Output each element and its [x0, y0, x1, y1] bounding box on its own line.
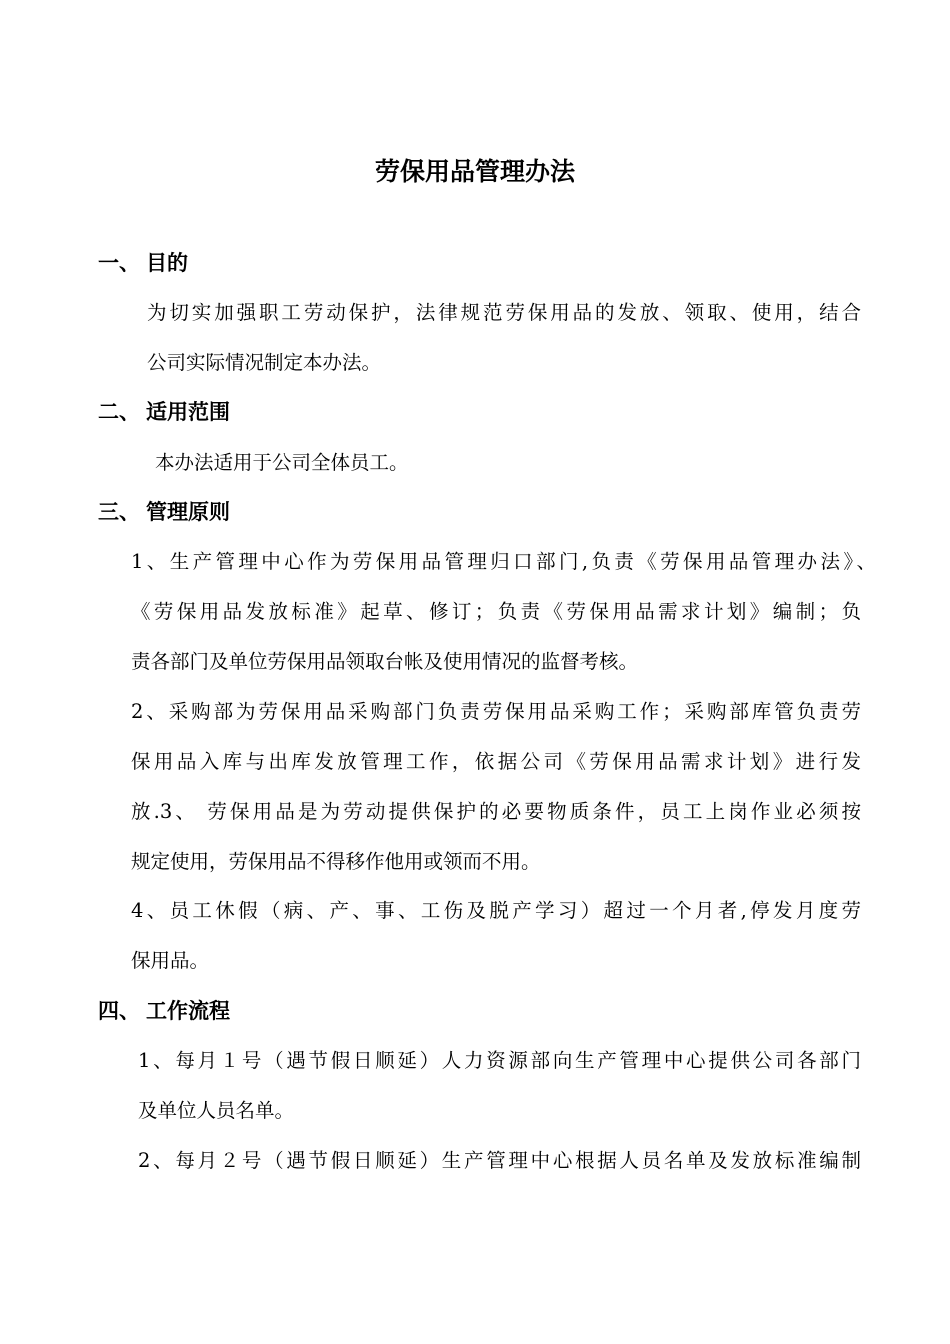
paragraph-line: 本办法适用于公司全体员工。 — [155, 451, 409, 474]
section-number: 四、 — [98, 999, 140, 1023]
section-title: 适用范围 — [146, 400, 230, 424]
page-title: 劳保用品管理办法 — [374, 157, 575, 186]
section-number: 二、 — [98, 400, 140, 424]
paragraph-line: 1、生产管理中心作为劳保用品管理归口部门,负责《劳保用品管理办法》、 — [131, 550, 876, 573]
paragraph-line: 为切实加强职工劳动保护，法律规范劳保用品的发放、领取、使用，结合 — [147, 301, 861, 324]
paragraph-line: 及单位人员名单。 — [138, 1099, 295, 1122]
section-number: 三、 — [98, 500, 140, 524]
section-number: 一、 — [98, 251, 140, 275]
paragraph-line: 保用品入库与出库发放管理工作，依据公司《劳保用品需求计划》进行发 — [131, 750, 861, 773]
paragraph-line: 放.3、 劳保用品是为劳动提供保护的必要物质条件，员工上岗作业必须按 — [131, 800, 861, 823]
paragraph-line: 规定使用，劳保用品不得移作他用或领而不用。 — [131, 850, 541, 873]
section-title: 工作流程 — [146, 999, 230, 1023]
paragraph-line: 1、每月１号（遇节假日顺延）人力资源部向生产管理中心提供公司各部门 — [138, 1049, 861, 1072]
paragraph-line: 4、员工休假（病、产、事、工伤及脱产学习）超过一个月者,停发月度劳 — [131, 899, 861, 922]
section-heading-scope — [98, 395, 230, 429]
section-heading-principles — [98, 495, 230, 529]
section-heading-purpose — [98, 246, 188, 280]
paragraph-line: 责各部门及单位劳保用品领取台帐及使用情况的监督考核。 — [131, 650, 639, 673]
paragraph-line: 保用品。 — [131, 949, 210, 972]
section-title: 目的 — [146, 251, 188, 275]
section-title: 管理原则 — [146, 500, 230, 524]
paragraph-line: 公司实际情况制定本办法。 — [147, 351, 382, 374]
section-heading-workflow — [98, 994, 230, 1028]
paragraph-line: 2、采购部为劳保用品采购部门负责劳保用品采购工作；采购部库管负责劳 — [131, 700, 861, 723]
paragraph-line: 《劳保用品发放标准》起草、修订；负责《劳保用品需求计划》编制；负 — [131, 600, 861, 623]
paragraph-line: 2、每月２号（遇节假日顺延）生产管理中心根据人员名单及发放标准编制 — [138, 1149, 861, 1172]
